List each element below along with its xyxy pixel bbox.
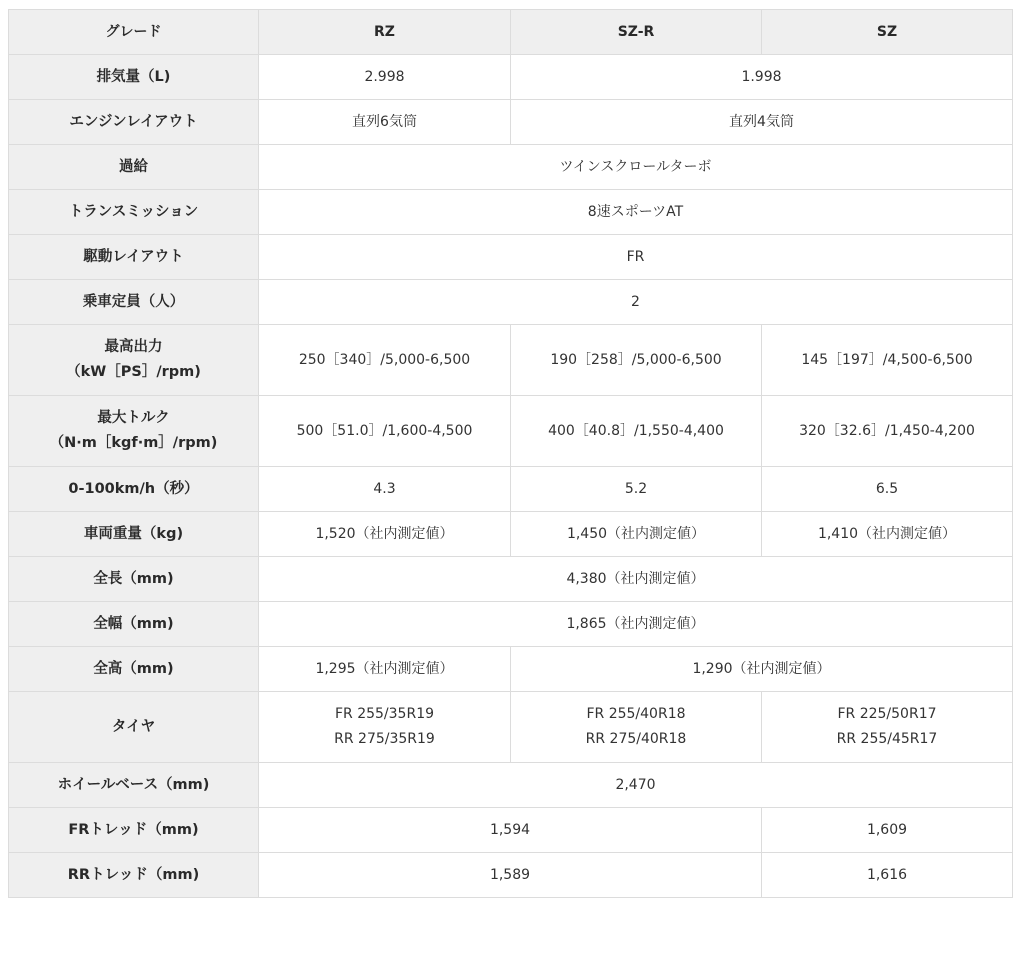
row-label: FRトレッド（mm) xyxy=(9,808,259,853)
cell-szr: 1,450（社内測定値） xyxy=(511,512,762,557)
cell-szr xyxy=(511,692,762,763)
table-row-engine-layout xyxy=(9,100,1013,145)
cell-rz: 2.998 xyxy=(259,55,511,100)
cell-sz: 1,410（社内測定値） xyxy=(762,512,1013,557)
front-tire-size: FR 225/50R17 xyxy=(837,706,937,722)
row-label: RRトレッド（mm) xyxy=(9,853,259,898)
row-label: 排気量（L) xyxy=(9,55,259,100)
table-row-seating xyxy=(9,280,1013,325)
table-row-rear-track xyxy=(9,853,1013,898)
cell-rz: 500［51.0］/1,600-4,500 xyxy=(259,396,511,467)
row-label: 全高（mm) xyxy=(9,647,259,692)
cell-rz-szr: 1,594 xyxy=(259,808,762,853)
cell-rz-szr: 1,589 xyxy=(259,853,762,898)
table-row-max-torque xyxy=(9,396,1013,467)
rear-tire-size: RR 275/40R18 xyxy=(585,731,687,747)
cell-rz: 1,520（社内測定値） xyxy=(259,512,511,557)
cell-sz: 1,609 xyxy=(762,808,1013,853)
row-label: ホイールベース（mm) xyxy=(9,763,259,808)
cell-sz: 320［32.6］/1,450-4,200 xyxy=(762,396,1013,467)
table-row-length xyxy=(9,557,1013,602)
cell-rz: 4.3 xyxy=(259,467,511,512)
cell-all: 8速スポーツAT xyxy=(259,190,1013,235)
row-label: エンジンレイアウト xyxy=(9,100,259,145)
table-row-wheelbase xyxy=(9,763,1013,808)
cell-all: FR xyxy=(259,235,1013,280)
table-row-displacement xyxy=(9,55,1013,100)
row-label-unit: （kW［PS］/rpm) xyxy=(66,364,201,380)
row-label: 乗車定員（人） xyxy=(9,280,259,325)
cell-all: ツインスクロールターボ xyxy=(259,145,1013,190)
table-row-drive-layout xyxy=(9,235,1013,280)
rear-tire-size: RR 255/45R17 xyxy=(836,731,938,747)
row-label: 過給 xyxy=(9,145,259,190)
row-label xyxy=(9,325,259,396)
front-tire-size: FR 255/35R19 xyxy=(334,706,435,722)
cell-szr-sz: 1.998 xyxy=(511,55,1013,100)
row-label-unit: （N·m［kgf·m］/rpm) xyxy=(49,435,218,451)
table-row-forced-induction xyxy=(9,145,1013,190)
table-row-width xyxy=(9,602,1013,647)
cell-szr-sz: 1,290（社内測定値） xyxy=(511,647,1013,692)
row-label: 駆動レイアウト xyxy=(9,235,259,280)
cell-sz xyxy=(762,692,1013,763)
front-tire-size: FR 255/40R18 xyxy=(586,706,686,722)
cell-all: 4,380（社内測定値） xyxy=(259,557,1013,602)
grade-header-label: グレード xyxy=(9,10,259,55)
cell-szr-sz: 直列4気筒 xyxy=(511,100,1013,145)
cell-all: 1,865（社内測定値） xyxy=(259,602,1013,647)
row-label xyxy=(9,396,259,467)
table-row-weight xyxy=(9,512,1013,557)
cell-rz: 1,295（社内測定値） xyxy=(259,647,511,692)
row-label: タイヤ xyxy=(9,692,259,763)
rear-tire-size: RR 275/35R19 xyxy=(334,731,435,747)
cell-sz: 1,616 xyxy=(762,853,1013,898)
table-row-tires xyxy=(9,692,1013,763)
cell-rz: 直列6気筒 xyxy=(259,100,511,145)
table-row-height xyxy=(9,647,1013,692)
row-label: 全幅（mm) xyxy=(9,602,259,647)
grade-szr-header: SZ-R xyxy=(511,10,762,55)
cell-all: 2,470 xyxy=(259,763,1013,808)
row-label: トランスミッション xyxy=(9,190,259,235)
table-row-transmission xyxy=(9,190,1013,235)
cell-szr: 190［258］/5,000-6,500 xyxy=(511,325,762,396)
table-header-row xyxy=(9,10,1013,55)
cell-all: 2 xyxy=(259,280,1013,325)
row-label: 全長（mm) xyxy=(9,557,259,602)
row-label-line: 最高出力 xyxy=(104,339,163,355)
table-row-front-track xyxy=(9,808,1013,853)
grade-rz-header: RZ xyxy=(259,10,511,55)
cell-sz: 6.5 xyxy=(762,467,1013,512)
grade-sz-header: SZ xyxy=(762,10,1013,55)
row-label: 車両重量（kg) xyxy=(9,512,259,557)
row-label-line: 最大トルク xyxy=(97,410,170,426)
row-label: 0-100km/h（秒） xyxy=(9,467,259,512)
cell-rz xyxy=(259,692,511,763)
spec-table xyxy=(8,9,1013,898)
cell-szr: 400［40.8］/1,550-4,400 xyxy=(511,396,762,467)
cell-rz: 250［340］/5,000-6,500 xyxy=(259,325,511,396)
cell-sz: 145［197］/4,500-6,500 xyxy=(762,325,1013,396)
cell-szr: 5.2 xyxy=(511,467,762,512)
table-row-max-power xyxy=(9,325,1013,396)
table-row-acceleration xyxy=(9,467,1013,512)
